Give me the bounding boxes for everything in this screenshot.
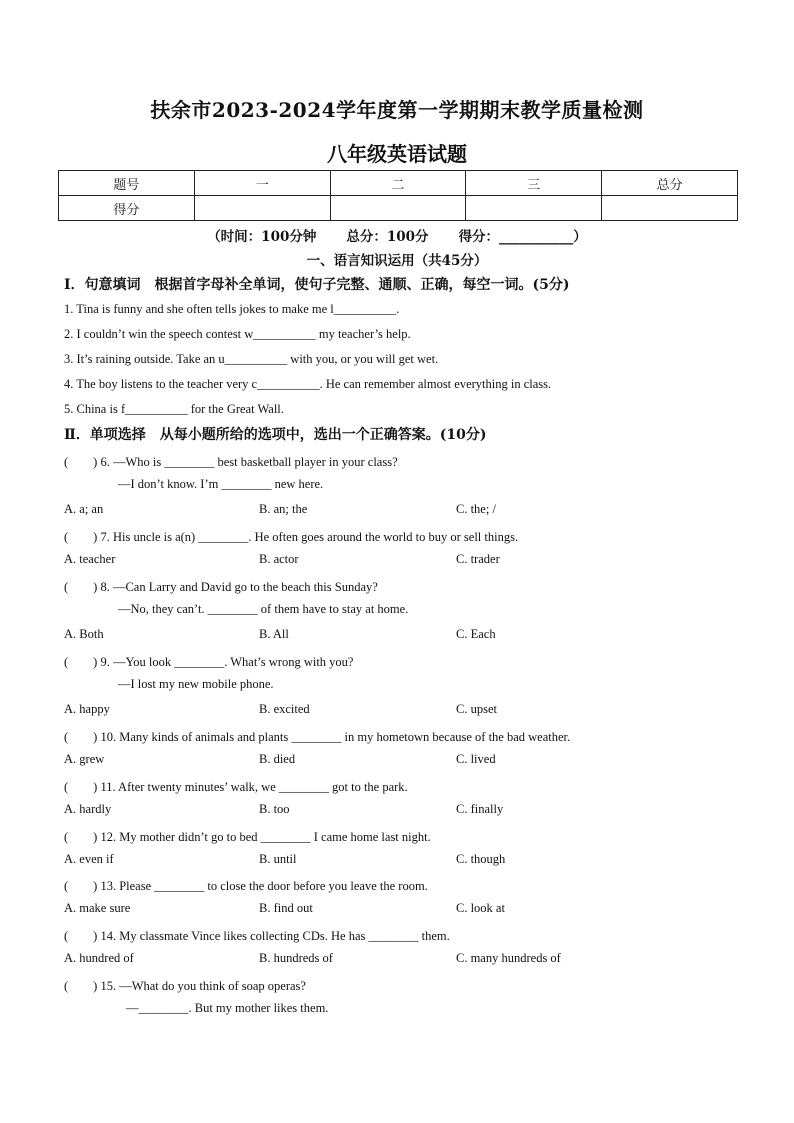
question-stem: ( ) 14. My classmate Vince likes collecting CDs. He has ________ them. xyxy=(64,929,450,943)
question-stem: ( ) 12. My mother didn’t go to bed ________ I came home last night. xyxy=(64,830,431,844)
exam-title: 扶余市2023-2024学年度第一学期期末教学质量检测 xyxy=(150,98,644,122)
question-stem-line2: —I don’t know. I’m ________ new here. xyxy=(118,477,324,491)
fill-item: 3. It’s raining outside. Take an u__________ with you, or you will get wet. xyxy=(64,352,439,366)
option-a: A. hundred of xyxy=(64,951,134,965)
option-a: A. hardly xyxy=(64,802,112,816)
option-a: A. grew xyxy=(64,752,105,766)
section-heading: 一、语言知识运用（共45分） xyxy=(306,253,488,269)
score-blank-cell[interactable] xyxy=(194,196,330,221)
option-a: A. teacher xyxy=(64,552,116,566)
score-table-header-row xyxy=(59,171,738,196)
fill-item: 4. The boy listens to the teacher very c__________. He can remember almost everything in class. xyxy=(64,377,552,391)
option-a: A. Both xyxy=(64,627,104,641)
score-table-score-row xyxy=(59,196,738,221)
question-stem: ( ) 9. —You look ________. What’s wrong with you? xyxy=(64,655,354,669)
question-stem: ( ) 13. Please ________ to close the door before you leave the room. xyxy=(64,879,428,893)
fill-item: 1. Tina is funny and she often tells jokes to make me l__________. xyxy=(64,302,400,316)
option-b: B. All xyxy=(259,627,289,641)
question-stem-line2: —I lost my new mobile phone. xyxy=(118,677,274,691)
option-b: B. too xyxy=(259,802,290,816)
question-stem-line2: —No, they can’t. ________ of them have to stay at home. xyxy=(118,602,409,616)
option-b: B. actor xyxy=(259,552,299,566)
score-cell: 题号 xyxy=(59,171,195,196)
exam-subtitle: 八年级英语试题 xyxy=(327,142,467,166)
question-stem: ( ) 6. —Who is ________ best basketball player in your class? xyxy=(64,455,398,469)
option-a: A. happy xyxy=(64,702,110,716)
question-stem: ( ) 10. Many kinds of animals and plants ________ in my hometown because of the bad weather. xyxy=(64,730,571,744)
option-b: B. died xyxy=(259,752,296,766)
option-b: B. hundreds of xyxy=(259,951,333,965)
question-stem: ( ) 15. —What do you think of soap operas? xyxy=(64,979,306,993)
score-blank-cell[interactable] xyxy=(330,196,466,221)
question-stem: ( ) 7. His uncle is a(n) ________. He often goes around the world to buy or sell things. xyxy=(64,530,519,544)
fill-item: 2. I couldn’t win the speech contest w__________ my teacher’s help. xyxy=(64,327,411,341)
score-cell: 二 xyxy=(330,171,466,196)
question-stem: ( ) 11. After twenty minutes’ walk, we ________ got to the park. xyxy=(64,780,408,794)
option-c: C. the; / xyxy=(456,502,496,516)
option-c: C. look at xyxy=(456,901,505,915)
option-a: A. a; an xyxy=(64,502,104,516)
score-cell: 得分 xyxy=(59,196,195,221)
option-b: B. until xyxy=(259,852,297,866)
option-c: C. many hundreds of xyxy=(456,951,561,965)
option-c: C. trader xyxy=(456,552,500,566)
score-blank-cell[interactable] xyxy=(466,196,602,221)
question-stem-line2: —________. But my mother likes them. xyxy=(126,1001,329,1015)
option-c: C. lived xyxy=(456,752,496,766)
score-cell: 总分 xyxy=(602,171,738,196)
part2-heading: Ⅱ．单项选择 从每小题所给的选项中，选出一个正确答案。(10分) xyxy=(64,427,487,443)
option-c: C. finally xyxy=(456,802,504,816)
option-a: A. make sure xyxy=(64,901,131,915)
option-c: C. upset xyxy=(456,702,497,716)
option-a: A. even if xyxy=(64,852,114,866)
fill-item: 5. China is f__________ for the Great Wall. xyxy=(64,402,284,416)
exam-meta-line xyxy=(0,225,794,245)
score-cell: 三 xyxy=(466,171,602,196)
part1-heading: Ⅰ．句意填词 根据首字母补全单词，使句子完整、通顺、正确，每空一词。(5分) xyxy=(64,277,570,293)
option-b: B. excited xyxy=(259,702,310,716)
exam-time: （时间：100分钟 xyxy=(207,229,317,245)
option-c: C. though xyxy=(456,852,506,866)
option-b: B. an; the xyxy=(259,502,308,516)
score-table xyxy=(58,170,738,221)
exam-score: 得分：___________） xyxy=(458,229,587,245)
score-cell: 一 xyxy=(194,171,330,196)
option-b: B. find out xyxy=(259,901,313,915)
exam-total: 总分：100分 xyxy=(346,229,429,245)
option-c: C. Each xyxy=(456,627,496,641)
question-stem: ( ) 8. —Can Larry and David go to the beach this Sunday? xyxy=(64,580,378,594)
score-blank-cell[interactable] xyxy=(602,196,738,221)
